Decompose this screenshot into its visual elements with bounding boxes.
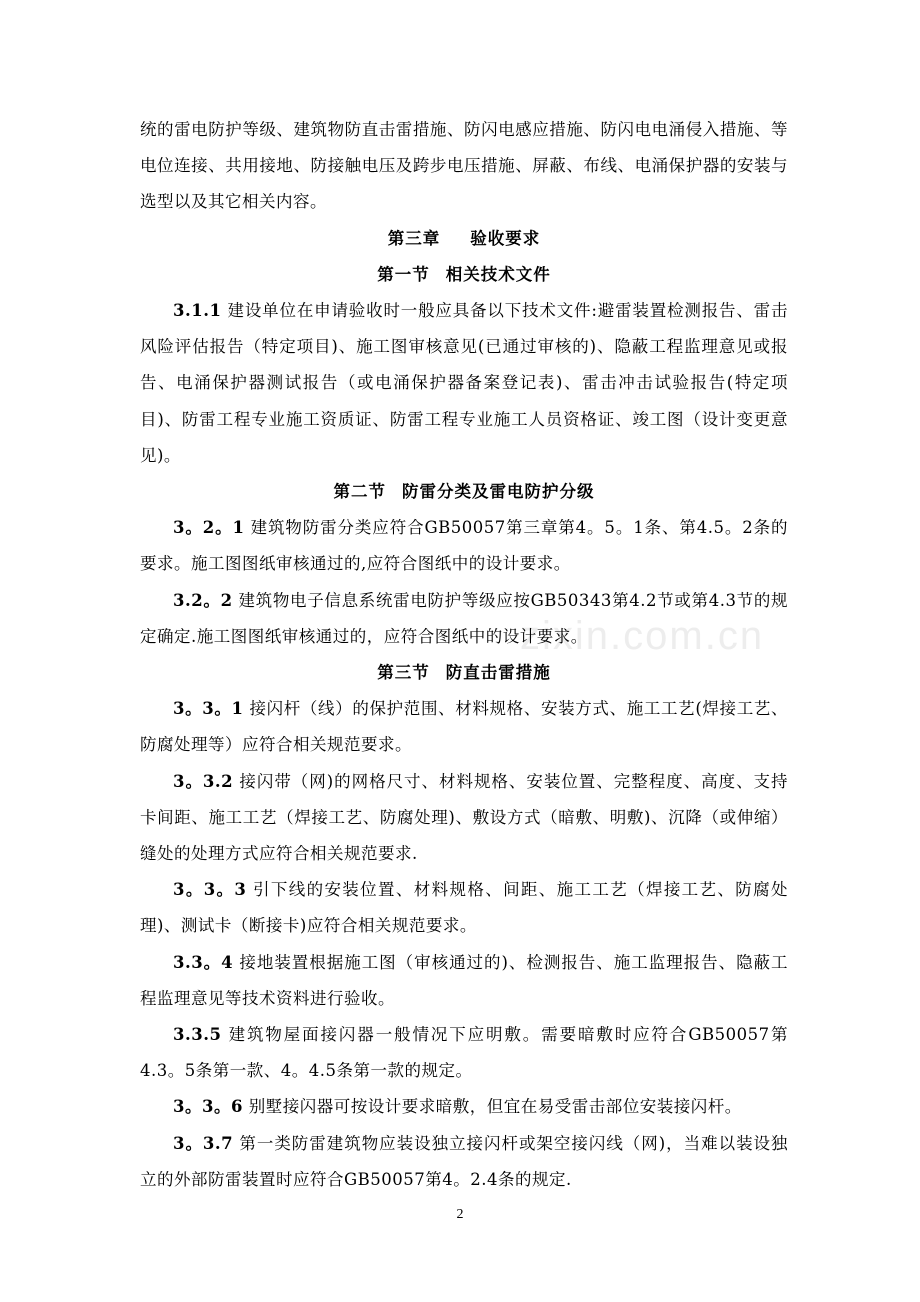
clause-number: 3。2。1	[173, 518, 245, 538]
clause-paragraph	[140, 1089, 788, 1125]
chapter-number: 第三章	[387, 228, 441, 248]
watermark-text: zixin.com.cn	[520, 614, 765, 658]
clause-number: 3.2。2	[173, 590, 233, 610]
section-number: 第三节	[377, 663, 430, 683]
section-title: 防直击雷措施	[445, 663, 551, 683]
clause-text: 建筑物防雷分类应符合GB50057第三章第4。5。1条、第4.5。2条的要求。施工图图纸审核通过的,应符合图纸中的设计要求。	[140, 518, 789, 574]
section-heading-3	[140, 655, 788, 691]
section-number: 第二节	[333, 482, 386, 502]
section-title: 相关技术文件	[445, 264, 551, 284]
clause-text: 接地装置根据施工图（审核通过的)、检测报告、施工监理报告、隐蔽工程监理意见等技术资料进行验收。	[140, 952, 789, 1008]
clause-text: 别墅接闪器可按设计要求暗敷，但宜在易受雷击部位安装接闪杆。	[248, 1097, 742, 1117]
clause-number: 3。3。6	[173, 1097, 243, 1117]
document-body	[140, 112, 788, 1198]
clause-text: 引下线的安装位置、材料规格、间距、施工工艺（焊接工艺、防腐处理)、测试卡（断接卡)应符合相关规范要求。	[140, 880, 788, 936]
clause-paragraph	[140, 583, 788, 655]
chapter-title: 验收要求	[470, 228, 541, 248]
clause-paragraph	[140, 293, 788, 474]
section-heading-1	[140, 257, 788, 293]
page-number: 2	[456, 1207, 464, 1222]
clause-paragraph	[140, 691, 788, 763]
section-heading-2	[140, 474, 788, 510]
clause-text: 接闪带（网)的网格尺寸、材料规格、安装位置、完整程度、高度、支持卡间距、施工工艺（焊接工艺、防腐处理)、敷设方式（暗敷、明敷)、沉降（或伸缩）缝处的处理方式应符合相关规范要求.	[140, 771, 789, 864]
clause-number: 3。3.7	[173, 1133, 234, 1153]
clause-paragraph	[140, 945, 788, 1017]
clause-paragraph	[140, 510, 788, 582]
clause-number: 3.3。4	[173, 952, 234, 972]
clause-text: 第一类防雷建筑物应装设独立接闪杆或架空接闪线（网)，当难以装设独立的外部防雷装置时应符合GB50057第4。2.4条的规定.	[140, 1133, 789, 1189]
clause-text: 建设单位在申请验收时一般应具备以下技术文件:避雷装置检测报告、雷击风险评估报告（特定项目)、施工图审核意见(已通过审核的)、隐蔽工程监理意见或报告、电涌保护器测试报告（或电涌保护器备案登记表)、雷击冲击试验报告(特定项目)、防雷工程专业施工资质证、防雷工程专业施工人员资格证、竣工图（设计变更意见)。	[140, 301, 788, 465]
clause-paragraph	[140, 764, 788, 873]
chapter-heading	[140, 221, 788, 257]
clause-text: 建筑物电子信息系统雷电防护等级应按GB50343第4.2节或第4.3节的规定确定.施工图图纸审核通过的，应符合图纸中的设计要求。	[140, 590, 789, 646]
clause-number: 3。3。1	[173, 699, 244, 719]
clause-text: 接闪杆（线）的保护范围、材料规格、安装方式、施工工艺(焊接工艺、防腐处理等）应符合相关规范要求。	[140, 699, 789, 755]
clause-number: 3。3。3	[173, 880, 247, 900]
clause-paragraph	[140, 872, 788, 944]
section-number: 第一节	[377, 264, 430, 284]
clause-number: 3。3.2	[173, 771, 234, 791]
intro-paragraph: 统的雷电防护等级、建筑物防直击雷措施、防闪电感应措施、防闪电电涌侵入措施、等电位连接、共用接地、防接触电压及跨步电压措施、屏蔽、布线、电涌保护器的安装与选型以及其它相关内容。	[140, 120, 788, 212]
clause-number: 3.3.5	[173, 1025, 222, 1045]
section-title: 防雷分类及雷电防护分级	[402, 482, 595, 502]
clause-text: 建筑物屋面接闪器一般情况下应明敷。需要暗敷时应符合GB50057第4.3。5条第一款、4。4.5条第一款的规定。	[140, 1025, 788, 1081]
clause-number: 3.1.1	[173, 301, 222, 321]
clause-paragraph	[140, 1017, 788, 1089]
clause-paragraph	[140, 1126, 788, 1198]
